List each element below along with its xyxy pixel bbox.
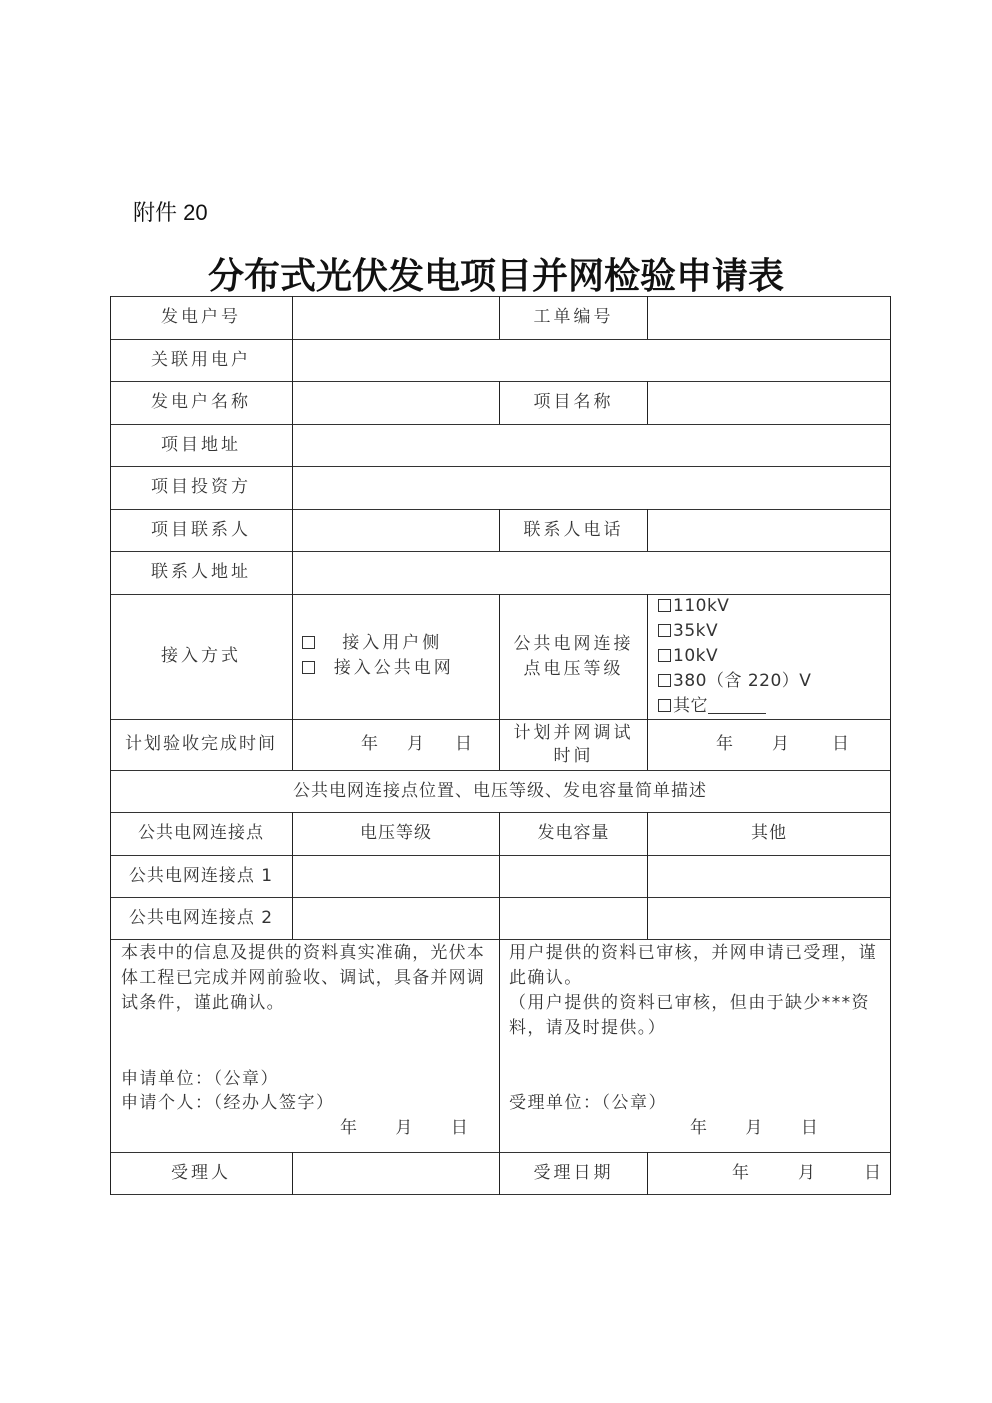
applicant-unit: 申请单位：（公章） <box>121 1069 279 1089</box>
table-border-bottom <box>110 1194 891 1195</box>
label-contact-address: 联系人地址 <box>151 562 251 582</box>
checkbox-icon[interactable] <box>658 599 671 612</box>
field-planned-acceptance-date[interactable]: 年 月 日 <box>361 734 475 754</box>
attachment-label: 附件 20 <box>133 200 208 225</box>
label-voltage-level-line1: 公共电网连接 <box>513 633 634 654</box>
connection-point-1-voltage[interactable] <box>293 855 499 897</box>
label-project-contact: 项目联系人 <box>151 519 251 540</box>
col-header-voltage-level: 电压等级 <box>360 823 432 843</box>
label-accept-date: 受理日期 <box>533 1162 614 1183</box>
label-work-order-no: 工单编号 <box>533 307 614 327</box>
checkbox-icon[interactable] <box>302 661 315 674</box>
field-project-address[interactable] <box>293 424 890 466</box>
applicant-declaration: 本表中的信息及提供的资料真实准确，光伏本体工程已完成并网前验收、调试，具备并网调试条件，谨此确认。 <box>121 943 485 1013</box>
label-contact-phone: 联系人电话 <box>523 519 624 540</box>
option-10kv[interactable]: 10kV <box>658 644 811 669</box>
field-gen-account-no[interactable] <box>293 296 499 339</box>
connection-point-2-label: 公共电网连接点 2 <box>128 907 274 928</box>
checkbox-icon[interactable] <box>658 674 671 687</box>
label-project-address: 项目地址 <box>161 434 241 455</box>
option-110kv[interactable]: 110kV <box>658 594 811 619</box>
label-acceptor: 受理人 <box>171 1162 231 1183</box>
voltage-options <box>658 594 811 719</box>
col-header-connection-point: 公共电网连接点 <box>138 823 264 843</box>
label-planned-debug-line1: 计划并网调试 <box>513 722 634 743</box>
checkbox-icon[interactable] <box>658 624 671 637</box>
field-project-name[interactable] <box>648 381 890 424</box>
col-header-other: 其他 <box>751 823 787 843</box>
label-voltage-level <box>500 594 647 719</box>
application-table <box>110 296 891 1195</box>
col-header-capacity: 发电容量 <box>537 823 610 843</box>
field-gen-account-name[interactable] <box>293 381 499 424</box>
connection-point-2-voltage[interactable] <box>293 897 499 939</box>
applicant-person: 申请个人：（经办人签字） <box>121 1093 335 1113</box>
connection-point-1-other[interactable] <box>648 855 890 897</box>
acceptor-unit: 受理单位：（公章） <box>509 1093 667 1113</box>
label-gen-account-name: 发电户名称 <box>151 392 251 412</box>
field-work-order-no[interactable] <box>648 296 890 339</box>
checkbox-icon[interactable] <box>302 636 315 649</box>
label-project-name: 项目名称 <box>533 392 614 412</box>
table-border-right <box>890 296 891 1195</box>
label-related-account: 关联用电户 <box>151 349 251 370</box>
form-title: 分布式光伏发电项目并网检验申请表 <box>207 255 784 297</box>
connection-point-1-capacity[interactable] <box>500 855 647 897</box>
connection-point-2-capacity[interactable] <box>500 897 647 939</box>
checkbox-icon[interactable] <box>658 699 671 712</box>
field-accept-date[interactable]: 年 月 日 <box>732 1162 884 1183</box>
label-project-investor: 项目投资方 <box>151 477 251 497</box>
label-gen-account-no: 发电户号 <box>161 307 241 327</box>
description-heading: 公共电网连接点位置、电压等级、发电容量简单描述 <box>293 780 707 801</box>
option-access-public-grid[interactable]: 接入公共电网 <box>302 656 454 681</box>
row-divider <box>110 939 891 940</box>
applicant-date[interactable]: 年 月 日 <box>340 1118 470 1138</box>
field-contact-phone[interactable] <box>648 509 890 551</box>
label-access-mode: 接入方式 <box>161 646 241 666</box>
checkbox-icon[interactable] <box>658 649 671 662</box>
field-planned-debug-date[interactable]: 年 月 日 <box>716 734 852 754</box>
field-related-account[interactable] <box>293 339 890 381</box>
option-access-user-side[interactable]: 接入用户侧 <box>302 631 454 656</box>
other-blank-line[interactable] <box>708 695 766 714</box>
connection-point-1-label: 公共电网连接点 1 <box>128 865 274 886</box>
label-planned-debug-line2: 时间 <box>553 745 594 766</box>
option-380v[interactable]: 380（含 220）V <box>658 669 811 694</box>
label-planned-acceptance: 计划验收完成时间 <box>125 734 277 754</box>
label-planned-debug <box>500 719 647 770</box>
access-mode-options <box>302 631 454 681</box>
option-35kv[interactable]: 35kV <box>658 619 811 644</box>
field-project-investor[interactable] <box>293 466 890 509</box>
acceptor-note: （用户提供的资料已审核，但由于缺少***资料，请及时提供。） <box>509 993 870 1038</box>
acceptor-date[interactable]: 年 月 日 <box>690 1118 820 1138</box>
connection-point-2-other[interactable] <box>648 897 890 939</box>
label-voltage-level-line2: 点电压等级 <box>523 658 624 679</box>
acceptor-declaration: 用户提供的资料已审核，并网申请已受理，谨此确认。 <box>509 943 877 988</box>
field-project-contact[interactable] <box>293 509 499 551</box>
option-other[interactable]: 其它 <box>658 694 811 719</box>
field-contact-address[interactable] <box>293 551 890 594</box>
field-acceptor[interactable] <box>293 1152 499 1194</box>
